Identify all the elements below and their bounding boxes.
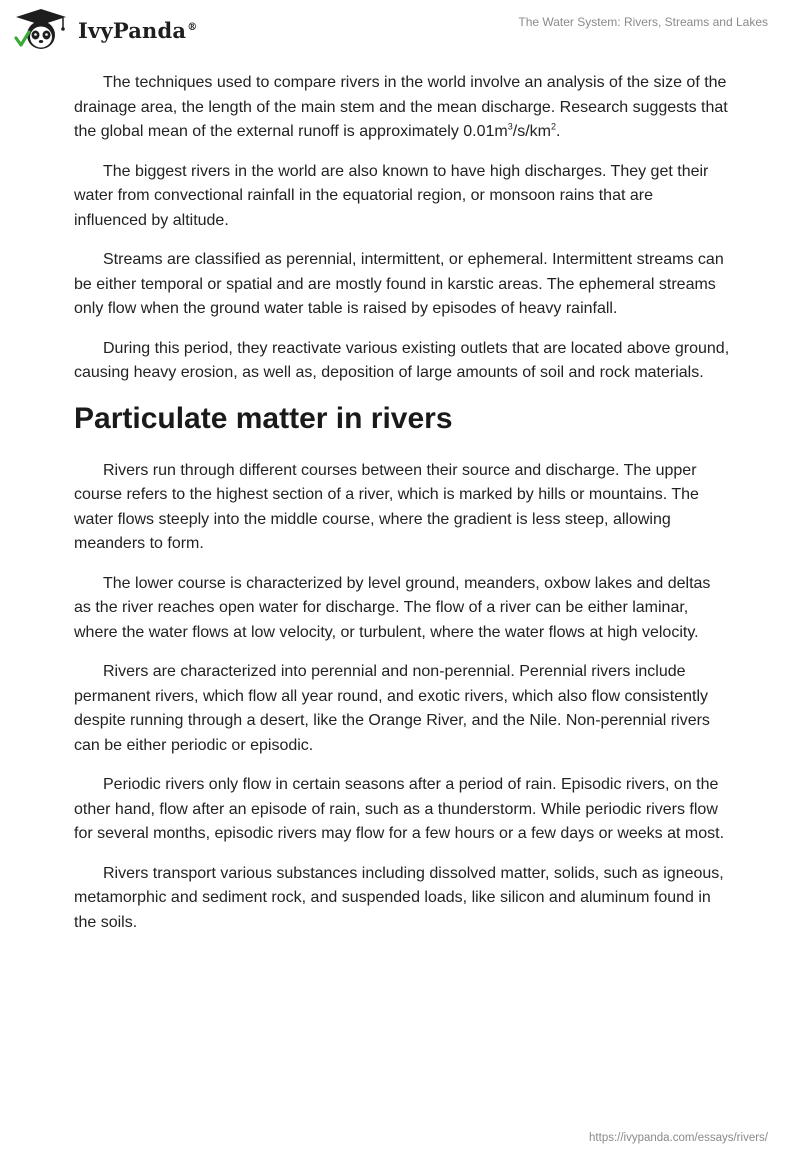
paragraph-2: The biggest rivers in the world are also known to have high discharges. They get their water from convectional rainfall in the equatorial region, or monsoon rains that are influenced by altitude. — [74, 162, 709, 229]
paragraph-9: Rivers transport various substances including dissolved matter, solids, such as igneous, metamorphic and sediment rock, and suspended loads, like silicon and aluminum found in the soils. — [74, 864, 724, 931]
paragraph-7: Rivers are characterized into perennial and non-perennial. Perennial rivers include permanent rivers, which flow all year round, and exotic rivers, which also flow consistently despite running through a desert, like the Orange River, and the Nile. Non-perennial rivers can be either periodic or episodic. — [74, 663, 710, 754]
paragraph-6: The lower course is characterized by level ground, meanders, oxbow lakes and deltas as the river reaches open water for discharge. The flow of a river can be either laminar, where the water flows at low velocity, or turbulent, where the water flows at high velocity. — [74, 574, 711, 641]
superscript-3: 3 — [507, 121, 513, 132]
page-header — [0, 0, 800, 70]
paragraph-4: During this period, they reactivate various existing outlets that are located above ground, causing heavy erosion, as well as, deposition of large amounts of soil and rock materials. — [74, 339, 730, 381]
paragraph-3: Streams are classified as perennial, intermittent, or ephemeral. Intermittent streams can be either temporal or spatial and are mostly found in karstic areas. The ephemeral streams only flow when the ground water table is raised by episodes of heavy rainfall. — [74, 251, 724, 317]
section-heading: Particulate matter in rivers — [74, 401, 453, 435]
brand-logo[interactable] — [14, 8, 197, 52]
superscript-2: 2 — [550, 121, 556, 132]
source-url[interactable]: https://ivypanda.com/essays/rivers/ — [589, 1132, 768, 1144]
registered-mark: ® — [187, 21, 198, 33]
paragraph-5: Rivers run through different courses between their source and discharge. The upper course refers to the highest section of a river, which is marked by hills or mountains. The water flows steeply into the middle course, where the gradient is less steep, allowing meanders to form. — [74, 461, 699, 552]
brand-name: IvyPanda® — [78, 17, 198, 43]
paragraph-8: Periodic rivers only flow in certain seasons after a period of rain. Episodic rivers, on the other hand, flow after an episode of rain, such as a thunderstorm. While periodic rivers flow for several months, episodic rivers may flow for a few hours or a few days or weeks at most. — [74, 776, 725, 842]
panda-graduate-logo-icon — [14, 8, 72, 52]
essay-content — [74, 71, 730, 950]
document-title: The Water System: Rivers, Streams and Lakes — [518, 15, 768, 29]
paragraph-1: The techniques used to compare rivers in the world involve an analysis of the size of the drainage area, the length of the main stem and the mean discharge. Research suggests that the global mean of the external runoff is approximately $0.01m^3/s/km^2$. — [74, 74, 728, 140]
